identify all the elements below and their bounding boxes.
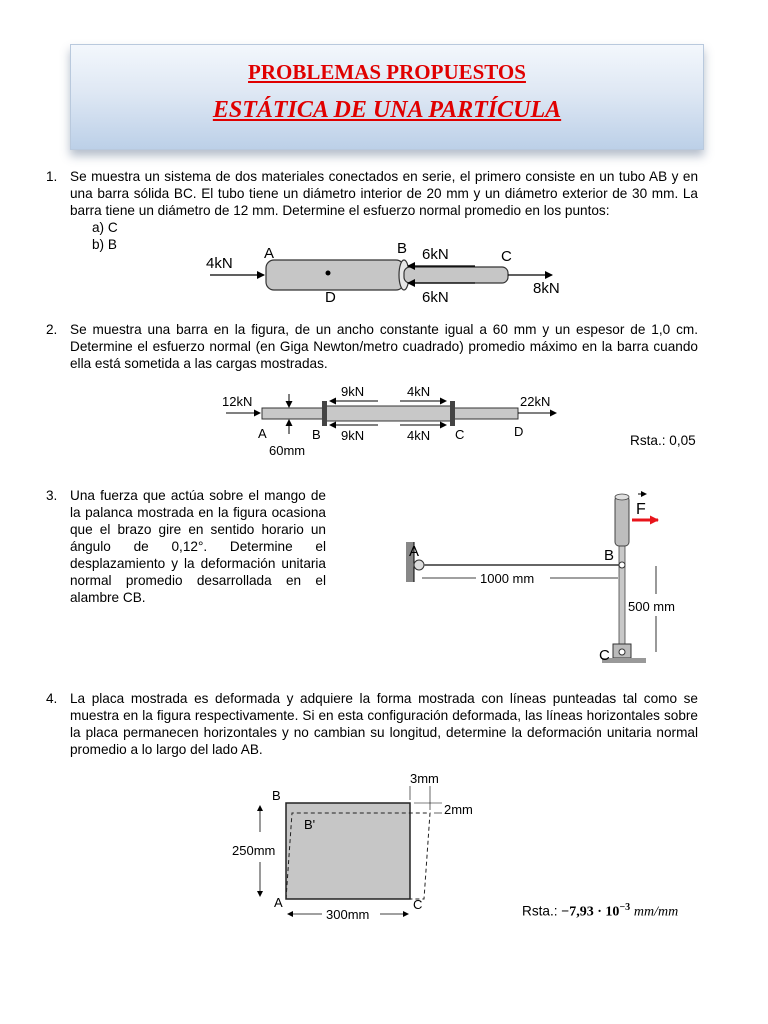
problem-2-answer: Rsta.: 0,05	[630, 433, 696, 448]
problem-4-number: 4.	[46, 691, 58, 706]
pin-a	[414, 560, 424, 570]
problem-1-figure	[200, 236, 580, 310]
label-b: B	[272, 788, 281, 803]
problem-3-text: Una fuerza que actúa sobre el mango de la palanca mostrada en la figura ocasiona que el brazo gire en sentido horario un ángulo de 0,12°. Determine el desplazamiento y la deformación unitaria normal promedio desarrollada en el alambre CB.	[70, 488, 326, 605]
title-banner	[70, 44, 704, 150]
answer-value: −7,93 · 10	[561, 904, 620, 920]
label-a: A	[258, 426, 267, 441]
load-left: 12kN	[222, 394, 253, 409]
problem-4-text: La placa mostrada es deformada y adquiere la forma mostrada con líneas punteadas tal como se muestra en la figura respectivamente. Si en esta configuración deformada, las líneas horizontales sobre la placa permanecen horizontales y no cambian su longitud, determine la deformación unitaria normal promedio a lo largo del lado AB.	[70, 691, 698, 757]
label-a: A	[274, 895, 283, 910]
load-right: 8kN	[533, 280, 560, 297]
lever-arm	[619, 544, 625, 652]
problem-4-figure	[230, 770, 490, 926]
load-c-top: 4kN	[407, 384, 431, 399]
answer-prefix: Rsta.:	[522, 903, 562, 919]
label-c: C	[413, 897, 423, 912]
segment-ab	[262, 408, 324, 419]
joint-b	[322, 401, 327, 426]
force-label: F	[636, 501, 646, 518]
label-c: C	[599, 647, 610, 664]
dimension-left: 250mm	[232, 843, 276, 858]
problem-4-answer	[522, 899, 678, 921]
problem-2-number: 2.	[46, 322, 58, 337]
lever-handle	[615, 496, 629, 546]
point-d-dot	[326, 271, 331, 276]
dimension-bottom: 300mm	[326, 907, 370, 922]
problem-1-item-a: a) C	[92, 220, 118, 235]
label-b-prime: B'	[304, 817, 316, 832]
problem-1-number: 1.	[46, 169, 58, 184]
pin-b	[619, 562, 625, 568]
problem-1-item-b: b) B	[92, 237, 117, 252]
load-b-bottom: 9kN	[341, 428, 365, 443]
answer-unit: mm/mm	[633, 904, 679, 920]
load-b-top: 9kN	[341, 384, 365, 399]
pin-c	[619, 649, 625, 655]
label-c: C	[455, 427, 465, 442]
dimension-horizontal: 1000 mm	[480, 571, 535, 586]
label-a: A	[409, 543, 420, 560]
document-title: PROBLEMAS PROPUESTOS	[248, 60, 526, 84]
label-c: C	[501, 248, 512, 265]
problem-1-text: Se muestra un sistema de dos materiales conectados en serie, el primero consiste en un tubo AB y en una barra sólida BC. El tubo tiene un diámetro interior de 20 mm y un diámetro exterior de 30 mm. La barra tiene un diámetro de 12 mm. Determine el esfuerzo normal promedio en los puntos:	[70, 169, 698, 218]
tube-ab	[266, 260, 404, 290]
label-a: A	[264, 245, 275, 262]
problem-2-text: Se muestra una barra en la figura, de un ancho constante igual a 60 mm y un espesor de 1,0 cm. Determine el esfuerzo normal (en Giga Newton/metro cuadrado) promedio máximo en la barra cuando ella está sometida a las cargas mostradas.	[70, 322, 698, 371]
problem-2-figure	[220, 382, 580, 462]
answer-exponent: −3	[619, 902, 631, 913]
dimension-right: 2mm	[444, 802, 473, 817]
lever-handle-top	[615, 494, 629, 500]
bar-bc	[404, 267, 508, 283]
dimension-vertical: 500 mm	[628, 599, 675, 614]
dimension-top: 3mm	[410, 771, 439, 786]
document-subtitle: ESTÁTICA DE UNA PARTÍCULA	[212, 97, 562, 123]
label-b: B	[397, 240, 408, 257]
load-top: 6kN	[422, 246, 449, 263]
segment-bc	[324, 406, 452, 421]
label-d: D	[325, 289, 336, 306]
label-b: B	[312, 427, 321, 442]
width-dimension: 60mm	[269, 443, 306, 458]
load-right: 22kN	[520, 394, 551, 409]
problem-3-figure	[400, 486, 680, 670]
segment-cd	[452, 408, 518, 419]
load-c-bottom: 4kN	[407, 428, 431, 443]
label-b: B	[604, 547, 615, 564]
load-bottom: 6kN	[422, 289, 449, 306]
label-d: D	[514, 424, 524, 439]
load-left: 4kN	[206, 255, 233, 272]
joint-c	[450, 401, 455, 426]
problem-3-number: 3.	[46, 488, 58, 503]
